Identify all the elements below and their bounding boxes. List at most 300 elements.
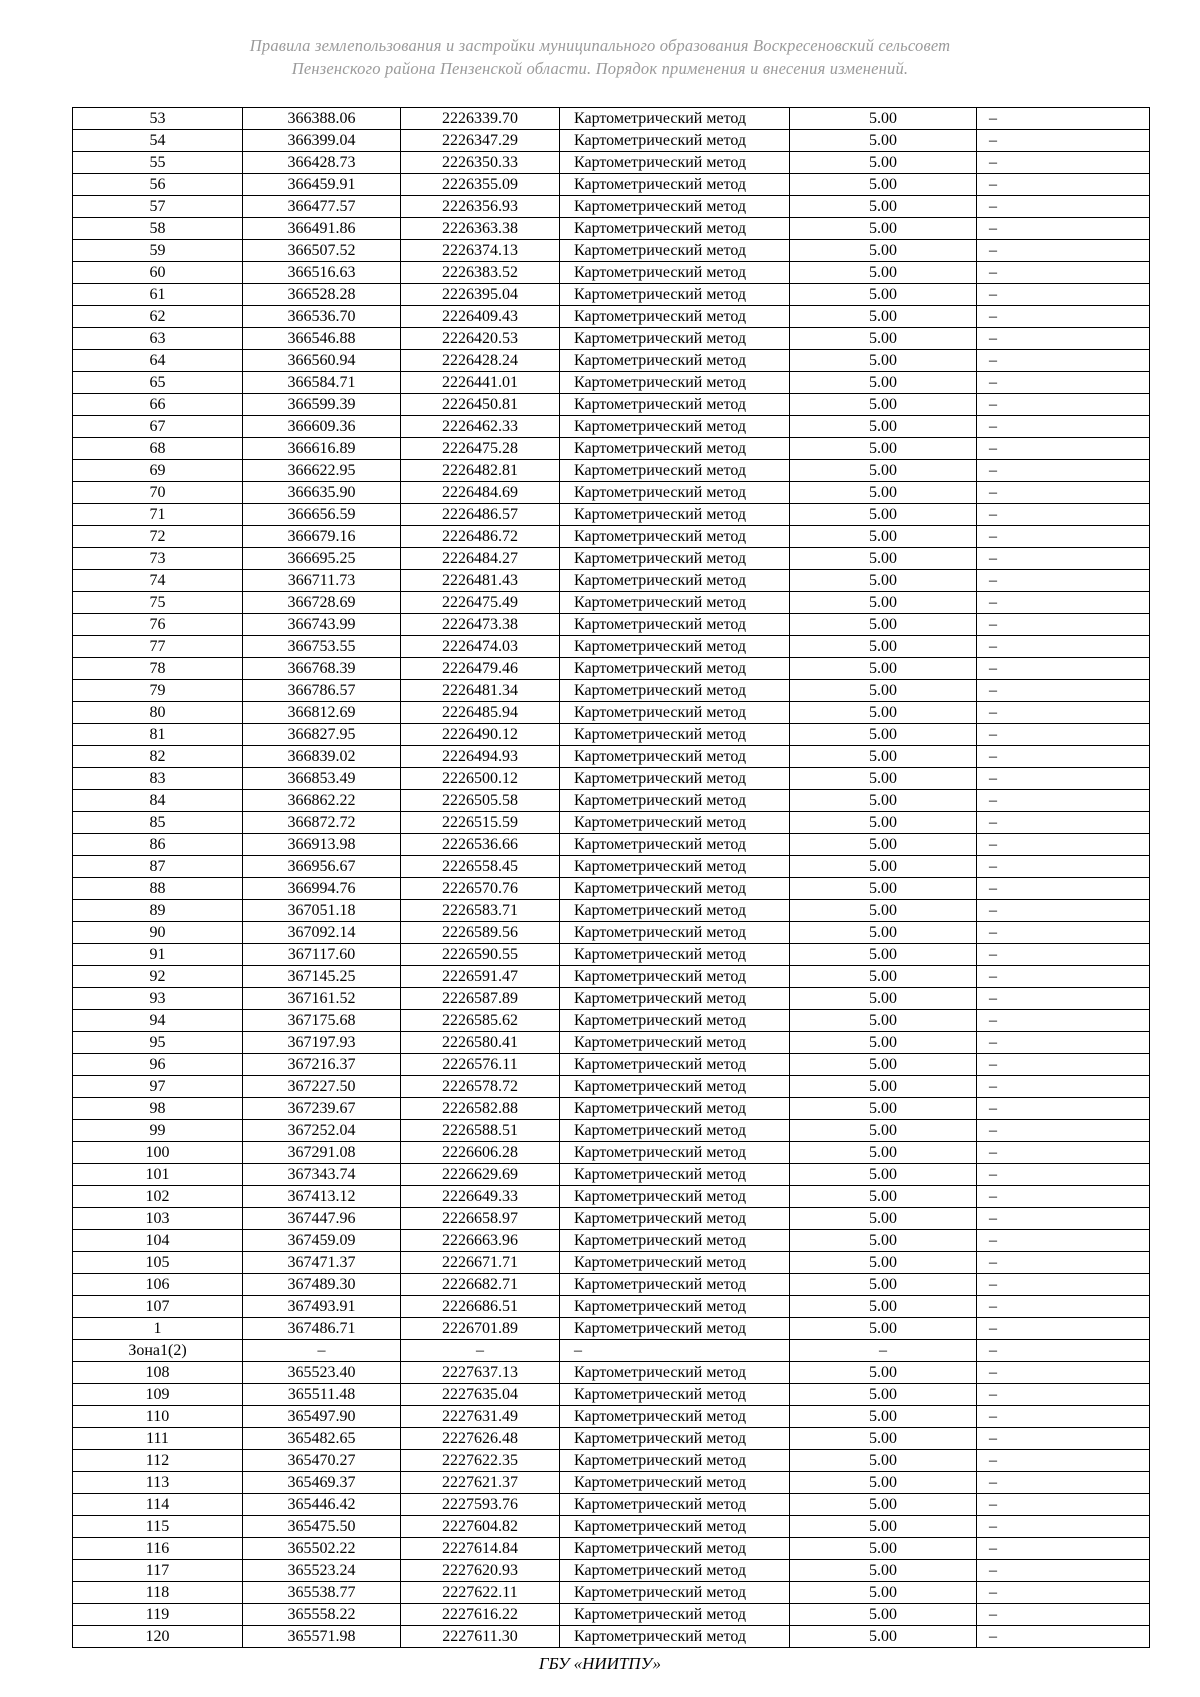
accuracy-cell: 5.00 (790, 966, 977, 988)
point-number-cell: 55 (73, 152, 243, 174)
table-row (73, 1428, 1150, 1450)
method-cell: Картометрический метод (560, 878, 790, 900)
y-coordinate-cell: 2226658.97 (401, 1208, 560, 1230)
accuracy-cell: 5.00 (790, 988, 977, 1010)
method-cell: Картометрический метод (560, 1252, 790, 1274)
table-row (73, 1560, 1150, 1582)
point-number-cell: 99 (73, 1120, 243, 1142)
method-cell: Картометрический метод (560, 768, 790, 790)
note-cell: – (977, 548, 1150, 570)
point-number-cell: 118 (73, 1582, 243, 1604)
method-cell: Картометрический метод (560, 130, 790, 152)
note-cell: – (977, 240, 1150, 262)
point-number-cell: 101 (73, 1164, 243, 1186)
table-row (73, 1406, 1150, 1428)
x-coordinate-cell: 366622.95 (243, 460, 401, 482)
accuracy-cell: 5.00 (790, 460, 977, 482)
method-cell: Картометрический метод (560, 680, 790, 702)
point-number-cell: 108 (73, 1362, 243, 1384)
note-cell: – (977, 1318, 1150, 1340)
table-row (73, 988, 1150, 1010)
note-cell: – (977, 1538, 1150, 1560)
table-row (73, 460, 1150, 482)
table-row (73, 812, 1150, 834)
accuracy-cell: 5.00 (790, 1450, 977, 1472)
note-cell: – (977, 1472, 1150, 1494)
y-coordinate-cell: 2226582.88 (401, 1098, 560, 1120)
method-cell: Картометрический метод (560, 1230, 790, 1252)
point-number-cell: 88 (73, 878, 243, 900)
method-cell: Картометрический метод (560, 570, 790, 592)
x-coordinate-cell: 366768.39 (243, 658, 401, 680)
x-coordinate-cell: 366616.89 (243, 438, 401, 460)
point-number-cell: 86 (73, 834, 243, 856)
accuracy-cell: 5.00 (790, 152, 977, 174)
accuracy-cell: 5.00 (790, 1560, 977, 1582)
method-cell: Картометрический метод (560, 482, 790, 504)
method-cell: Картометрический метод (560, 1362, 790, 1384)
note-cell: – (977, 1560, 1150, 1582)
method-cell: Картометрический метод (560, 1604, 790, 1626)
accuracy-cell: 5.00 (790, 284, 977, 306)
x-coordinate-cell: 366528.28 (243, 284, 401, 306)
y-coordinate-cell: 2226500.12 (401, 768, 560, 790)
table-row (73, 724, 1150, 746)
x-coordinate-cell: 366994.76 (243, 878, 401, 900)
y-coordinate-cell: – (401, 1340, 560, 1362)
point-number-cell: 77 (73, 636, 243, 658)
table-row (73, 218, 1150, 240)
method-cell: Картометрический метод (560, 614, 790, 636)
accuracy-cell: 5.00 (790, 1186, 977, 1208)
y-coordinate-cell: 2226578.72 (401, 1076, 560, 1098)
x-coordinate-cell: 365511.48 (243, 1384, 401, 1406)
table-row (73, 746, 1150, 768)
method-cell: Картометрический метод (560, 438, 790, 460)
method-cell: Картометрический метод (560, 1142, 790, 1164)
method-cell: Картометрический метод (560, 636, 790, 658)
table-row (73, 790, 1150, 812)
note-cell: – (977, 878, 1150, 900)
y-coordinate-cell: 2227593.76 (401, 1494, 560, 1516)
y-coordinate-cell: 2226701.89 (401, 1318, 560, 1340)
note-cell: – (977, 152, 1150, 174)
accuracy-cell: 5.00 (790, 174, 977, 196)
point-number-cell: 102 (73, 1186, 243, 1208)
accuracy-cell: 5.00 (790, 1494, 977, 1516)
x-coordinate-cell: 366546.88 (243, 328, 401, 350)
table-row (73, 966, 1150, 988)
point-number-cell: 78 (73, 658, 243, 680)
table-row (73, 1472, 1150, 1494)
table-row (73, 394, 1150, 416)
x-coordinate-cell: 367252.04 (243, 1120, 401, 1142)
table-row (73, 1010, 1150, 1032)
table-row (73, 680, 1150, 702)
y-coordinate-cell: 2227622.11 (401, 1582, 560, 1604)
x-coordinate-cell: 366743.99 (243, 614, 401, 636)
point-number-cell: 66 (73, 394, 243, 416)
y-coordinate-cell: 2227611.30 (401, 1626, 560, 1648)
page-header (0, 34, 1200, 80)
method-cell: Картометрический метод (560, 1208, 790, 1230)
header-line-1: Правила землепользования и застройки муниципального образования Воскресеновский сельсовет (249, 36, 951, 55)
accuracy-cell: 5.00 (790, 350, 977, 372)
table-row (73, 1340, 1150, 1362)
x-coordinate-cell: 365538.77 (243, 1582, 401, 1604)
accuracy-cell: 5.00 (790, 1142, 977, 1164)
y-coordinate-cell: 2226494.93 (401, 746, 560, 768)
table-row (73, 1516, 1150, 1538)
x-coordinate-cell: 367145.25 (243, 966, 401, 988)
table-row (73, 1362, 1150, 1384)
x-coordinate-cell: 367413.12 (243, 1186, 401, 1208)
accuracy-cell: 5.00 (790, 746, 977, 768)
accuracy-cell: 5.00 (790, 504, 977, 526)
y-coordinate-cell: 2226339.70 (401, 108, 560, 130)
note-cell: – (977, 856, 1150, 878)
note-cell: – (977, 284, 1150, 306)
point-number-cell: 59 (73, 240, 243, 262)
point-number-cell: Зона1(2) (73, 1340, 243, 1362)
method-cell: Картометрический метод (560, 1318, 790, 1340)
x-coordinate-cell: 366872.72 (243, 812, 401, 834)
point-number-cell: 115 (73, 1516, 243, 1538)
note-cell: – (977, 350, 1150, 372)
table-row (73, 1142, 1150, 1164)
y-coordinate-cell: 2226428.24 (401, 350, 560, 372)
note-cell: – (977, 1582, 1150, 1604)
method-cell: Картометрический метод (560, 900, 790, 922)
note-cell: – (977, 1230, 1150, 1252)
y-coordinate-cell: 2226536.66 (401, 834, 560, 856)
x-coordinate-cell: 366491.86 (243, 218, 401, 240)
x-coordinate-cell: 366459.91 (243, 174, 401, 196)
table-row (73, 1120, 1150, 1142)
point-number-cell: 76 (73, 614, 243, 636)
note-cell: – (977, 504, 1150, 526)
method-cell: Картометрический метод (560, 1164, 790, 1186)
note-cell: – (977, 1186, 1150, 1208)
note-cell: – (977, 372, 1150, 394)
method-cell: Картометрический метод (560, 1098, 790, 1120)
x-coordinate-cell: 365523.40 (243, 1362, 401, 1384)
y-coordinate-cell: 2226475.28 (401, 438, 560, 460)
point-number-cell: 93 (73, 988, 243, 1010)
accuracy-cell: 5.00 (790, 1098, 977, 1120)
x-coordinate-cell: 366388.06 (243, 108, 401, 130)
table-row (73, 1318, 1150, 1340)
note-cell: – (977, 1494, 1150, 1516)
point-number-cell: 70 (73, 482, 243, 504)
accuracy-cell: 5.00 (790, 526, 977, 548)
point-number-cell: 100 (73, 1142, 243, 1164)
x-coordinate-cell: 367117.60 (243, 944, 401, 966)
point-number-cell: 110 (73, 1406, 243, 1428)
method-cell: Картометрический метод (560, 306, 790, 328)
note-cell: – (977, 614, 1150, 636)
point-number-cell: 71 (73, 504, 243, 526)
point-number-cell: 114 (73, 1494, 243, 1516)
x-coordinate-cell: 366399.04 (243, 130, 401, 152)
accuracy-cell: 5.00 (790, 130, 977, 152)
y-coordinate-cell: 2226479.46 (401, 658, 560, 680)
y-coordinate-cell: 2226583.71 (401, 900, 560, 922)
accuracy-cell: 5.00 (790, 702, 977, 724)
y-coordinate-cell: 2226474.03 (401, 636, 560, 658)
method-cell: Картометрический метод (560, 1384, 790, 1406)
y-coordinate-cell: 2226462.33 (401, 416, 560, 438)
accuracy-cell: 5.00 (790, 592, 977, 614)
y-coordinate-cell: 2226576.11 (401, 1054, 560, 1076)
y-coordinate-cell: 2226505.58 (401, 790, 560, 812)
x-coordinate-cell: 366584.71 (243, 372, 401, 394)
point-number-cell: 75 (73, 592, 243, 614)
method-cell: Картометрический метод (560, 152, 790, 174)
note-cell: – (977, 438, 1150, 460)
x-coordinate-cell: 366827.95 (243, 724, 401, 746)
point-number-cell: 103 (73, 1208, 243, 1230)
x-coordinate-cell: 367486.71 (243, 1318, 401, 1340)
accuracy-cell: 5.00 (790, 944, 977, 966)
y-coordinate-cell: 2226450.81 (401, 394, 560, 416)
y-coordinate-cell: 2226686.51 (401, 1296, 560, 1318)
x-coordinate-cell: 366853.49 (243, 768, 401, 790)
accuracy-cell: 5.00 (790, 680, 977, 702)
y-coordinate-cell: 2226356.93 (401, 196, 560, 218)
note-cell: – (977, 922, 1150, 944)
point-number-cell: 119 (73, 1604, 243, 1626)
method-cell: Картометрический метод (560, 790, 790, 812)
y-coordinate-cell: 2226485.94 (401, 702, 560, 724)
note-cell: – (977, 1626, 1150, 1648)
x-coordinate-cell: 367471.37 (243, 1252, 401, 1274)
x-coordinate-cell: 367291.08 (243, 1142, 401, 1164)
method-cell: Картометрический метод (560, 1010, 790, 1032)
accuracy-cell: 5.00 (790, 416, 977, 438)
x-coordinate-cell: 365558.22 (243, 1604, 401, 1626)
y-coordinate-cell: 2226515.59 (401, 812, 560, 834)
table-row (73, 1384, 1150, 1406)
table-row (73, 1208, 1150, 1230)
method-cell: Картометрический метод (560, 1406, 790, 1428)
point-number-cell: 84 (73, 790, 243, 812)
y-coordinate-cell: 2226606.28 (401, 1142, 560, 1164)
x-coordinate-cell: 367197.93 (243, 1032, 401, 1054)
y-coordinate-cell: 2226350.33 (401, 152, 560, 174)
table-row (73, 658, 1150, 680)
table-row (73, 1494, 1150, 1516)
y-coordinate-cell: 2227631.49 (401, 1406, 560, 1428)
x-coordinate-cell: 366695.25 (243, 548, 401, 570)
note-cell: – (977, 1076, 1150, 1098)
point-number-cell: 109 (73, 1384, 243, 1406)
accuracy-cell: 5.00 (790, 438, 977, 460)
point-number-cell: 105 (73, 1252, 243, 1274)
note-cell: – (977, 1362, 1150, 1384)
note-cell: – (977, 812, 1150, 834)
y-coordinate-cell: 2226589.56 (401, 922, 560, 944)
method-cell: Картометрический метод (560, 658, 790, 680)
note-cell: – (977, 702, 1150, 724)
accuracy-cell: 5.00 (790, 548, 977, 570)
table-row (73, 878, 1150, 900)
accuracy-cell: 5.00 (790, 636, 977, 658)
note-cell: – (977, 196, 1150, 218)
note-cell: – (977, 460, 1150, 482)
method-cell: Картометрический метод (560, 1120, 790, 1142)
accuracy-cell: 5.00 (790, 570, 977, 592)
y-coordinate-cell: 2226558.45 (401, 856, 560, 878)
point-number-cell: 82 (73, 746, 243, 768)
table-row (73, 1626, 1150, 1648)
point-number-cell: 57 (73, 196, 243, 218)
note-cell: – (977, 834, 1150, 856)
y-coordinate-cell: 2226490.12 (401, 724, 560, 746)
accuracy-cell: 5.00 (790, 1076, 977, 1098)
accuracy-cell: 5.00 (790, 108, 977, 130)
note-cell: – (977, 900, 1150, 922)
x-coordinate-cell: 366753.55 (243, 636, 401, 658)
note-cell: – (977, 1384, 1150, 1406)
x-coordinate-cell: 366862.22 (243, 790, 401, 812)
x-coordinate-cell: 367459.09 (243, 1230, 401, 1252)
note-cell: – (977, 570, 1150, 592)
table-row (73, 1538, 1150, 1560)
accuracy-cell: 5.00 (790, 1208, 977, 1230)
x-coordinate-cell: 367216.37 (243, 1054, 401, 1076)
method-cell: Картометрический метод (560, 1538, 790, 1560)
note-cell: – (977, 944, 1150, 966)
method-cell: Картометрический метод (560, 1494, 790, 1516)
accuracy-cell: 5.00 (790, 262, 977, 284)
method-cell: Картометрический метод (560, 1428, 790, 1450)
x-coordinate-cell: 366956.67 (243, 856, 401, 878)
table-row (73, 636, 1150, 658)
table-row (73, 1274, 1150, 1296)
accuracy-cell: 5.00 (790, 328, 977, 350)
point-number-cell: 56 (73, 174, 243, 196)
point-number-cell: 64 (73, 350, 243, 372)
note-cell: – (977, 130, 1150, 152)
y-coordinate-cell: 2227637.13 (401, 1362, 560, 1384)
y-coordinate-cell: 2226475.49 (401, 592, 560, 614)
method-cell: Картометрический метод (560, 812, 790, 834)
note-cell: – (977, 328, 1150, 350)
y-coordinate-cell: 2226629.69 (401, 1164, 560, 1186)
accuracy-cell: 5.00 (790, 240, 977, 262)
note-cell: – (977, 1450, 1150, 1472)
x-coordinate-cell: 366609.36 (243, 416, 401, 438)
method-cell: Картометрический метод (560, 944, 790, 966)
accuracy-cell: 5.00 (790, 306, 977, 328)
table-row (73, 350, 1150, 372)
x-coordinate-cell: 367493.91 (243, 1296, 401, 1318)
y-coordinate-cell: 2226481.34 (401, 680, 560, 702)
method-cell: Картометрический метод (560, 922, 790, 944)
y-coordinate-cell: 2227626.48 (401, 1428, 560, 1450)
y-coordinate-cell: 2226486.72 (401, 526, 560, 548)
y-coordinate-cell: 2226363.38 (401, 218, 560, 240)
accuracy-cell: 5.00 (790, 614, 977, 636)
y-coordinate-cell: 2226591.47 (401, 966, 560, 988)
x-coordinate-cell: 366839.02 (243, 746, 401, 768)
method-cell: Картометрический метод (560, 834, 790, 856)
point-number-cell: 91 (73, 944, 243, 966)
point-number-cell: 67 (73, 416, 243, 438)
accuracy-cell: 5.00 (790, 856, 977, 878)
method-cell: Картометрический метод (560, 1186, 790, 1208)
method-cell: Картометрический метод (560, 966, 790, 988)
method-cell: Картометрический метод (560, 240, 790, 262)
table-row (73, 592, 1150, 614)
point-number-cell: 69 (73, 460, 243, 482)
table-row (73, 1296, 1150, 1318)
accuracy-cell: 5.00 (790, 1164, 977, 1186)
note-cell: – (977, 1054, 1150, 1076)
accuracy-cell: 5.00 (790, 900, 977, 922)
y-coordinate-cell: 2226383.52 (401, 262, 560, 284)
note-cell: – (977, 1296, 1150, 1318)
accuracy-cell: 5.00 (790, 1318, 977, 1340)
table-row (73, 1186, 1150, 1208)
table-row (73, 152, 1150, 174)
accuracy-cell: 5.00 (790, 218, 977, 240)
method-cell: Картометрический метод (560, 460, 790, 482)
x-coordinate-cell: 366516.63 (243, 262, 401, 284)
note-cell: – (977, 1516, 1150, 1538)
x-coordinate-cell: 366679.16 (243, 526, 401, 548)
table-row (73, 548, 1150, 570)
point-number-cell: 63 (73, 328, 243, 350)
y-coordinate-cell: 2226671.71 (401, 1252, 560, 1274)
point-number-cell: 65 (73, 372, 243, 394)
y-coordinate-cell: 2226420.53 (401, 328, 560, 350)
method-cell: Картометрический метод (560, 284, 790, 306)
x-coordinate-cell: 367051.18 (243, 900, 401, 922)
x-coordinate-cell: 366635.90 (243, 482, 401, 504)
point-number-cell: 80 (73, 702, 243, 724)
x-coordinate-cell: 365497.90 (243, 1406, 401, 1428)
coordinates-table (72, 107, 1150, 1648)
note-cell: – (977, 1032, 1150, 1054)
method-cell: Картометрический метод (560, 1582, 790, 1604)
accuracy-cell: 5.00 (790, 1604, 977, 1626)
table-row (73, 526, 1150, 548)
y-coordinate-cell: 2226347.29 (401, 130, 560, 152)
note-cell: – (977, 636, 1150, 658)
x-coordinate-cell: 365482.65 (243, 1428, 401, 1450)
method-cell: Картометрический метод (560, 856, 790, 878)
accuracy-cell: 5.00 (790, 724, 977, 746)
note-cell: – (977, 394, 1150, 416)
table-row (73, 900, 1150, 922)
y-coordinate-cell: 2227604.82 (401, 1516, 560, 1538)
y-coordinate-cell: 2226482.81 (401, 460, 560, 482)
x-coordinate-cell: 365470.27 (243, 1450, 401, 1472)
table-row (73, 372, 1150, 394)
accuracy-cell: 5.00 (790, 1538, 977, 1560)
x-coordinate-cell: 366812.69 (243, 702, 401, 724)
method-cell: Картометрический метод (560, 1472, 790, 1494)
table-row (73, 1252, 1150, 1274)
accuracy-cell: 5.00 (790, 1032, 977, 1054)
y-coordinate-cell: 2226590.55 (401, 944, 560, 966)
point-number-cell: 62 (73, 306, 243, 328)
table-row (73, 570, 1150, 592)
x-coordinate-cell: 365502.22 (243, 1538, 401, 1560)
method-cell: Картометрический метод (560, 416, 790, 438)
